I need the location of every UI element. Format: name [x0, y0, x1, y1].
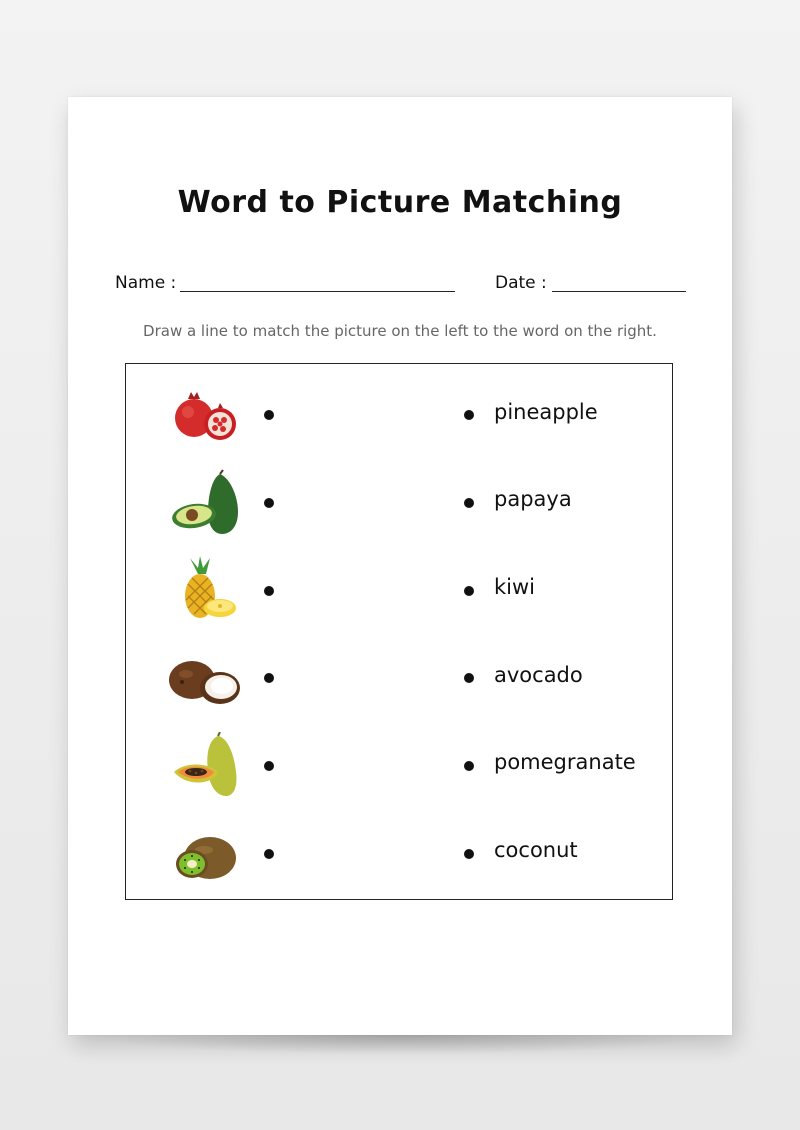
- word-dot[interactable]: [464, 761, 474, 771]
- picture-dot[interactable]: [264, 586, 274, 596]
- date-field[interactable]: [552, 291, 686, 292]
- word-label: papaya: [494, 487, 572, 511]
- coconut-icon: [168, 642, 248, 712]
- word-dot[interactable]: [464, 673, 474, 683]
- word-dot[interactable]: [464, 586, 474, 596]
- kiwi-icon: [168, 822, 248, 892]
- word-dot[interactable]: [464, 498, 474, 508]
- picture-dot[interactable]: [264, 761, 274, 771]
- name-field[interactable]: [180, 291, 455, 292]
- word-label: kiwi: [494, 575, 536, 599]
- name-label: Name :: [115, 273, 177, 293]
- matching-area: [125, 363, 673, 900]
- picture-dot[interactable]: [264, 673, 274, 683]
- word-label: pineapple: [494, 400, 598, 424]
- picture-dot[interactable]: [264, 498, 274, 508]
- word-label: avocado: [494, 663, 583, 687]
- word-label: pomegranate: [494, 750, 636, 774]
- picture-dot[interactable]: [264, 849, 274, 859]
- word-dot[interactable]: [464, 849, 474, 859]
- picture-dot[interactable]: [264, 410, 274, 420]
- instructions: Draw a line to match the picture on the left to the word on the right.: [143, 322, 657, 340]
- papaya-icon: [168, 732, 248, 802]
- worksheet-page: [68, 97, 732, 1035]
- avocado-icon: [168, 468, 248, 538]
- pomegranate-icon: [168, 382, 248, 452]
- date-label: Date :: [495, 273, 547, 293]
- word-dot[interactable]: [464, 410, 474, 420]
- word-label: coconut: [494, 838, 578, 862]
- pineapple-icon: [168, 554, 248, 624]
- worksheet-title: Word to Picture Matching: [177, 185, 623, 220]
